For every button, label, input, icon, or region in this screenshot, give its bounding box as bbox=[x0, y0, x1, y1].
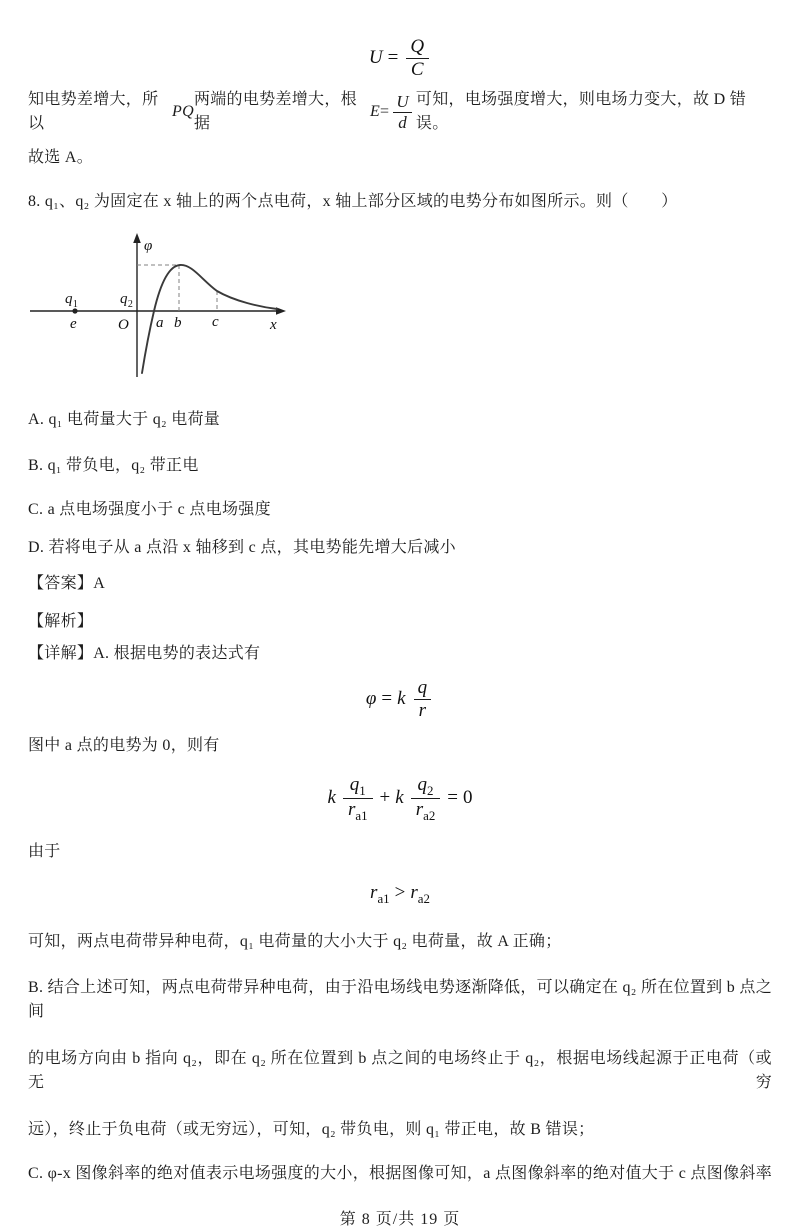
option-a: A. q₁ 电荷量大于 q₂ 电荷量 bbox=[28, 411, 221, 428]
formula-potential-sum bbox=[28, 766, 772, 830]
text-segment: 可知，电场强度增大，则电场力变大，故 D 错误。 bbox=[415, 91, 747, 132]
charge-q1-label: $q_1$ bbox=[65, 291, 79, 310]
formula-potential bbox=[28, 674, 772, 724]
var-q: q bbox=[417, 676, 428, 698]
point-e-label: e bbox=[70, 316, 77, 332]
question-8-stem: 8. q₁、q₂ 为固定在 x 轴上的两个点电荷，x 轴上部分区域的电势分布如图所示。则（ ） bbox=[28, 193, 678, 210]
y-axis-arrow bbox=[133, 233, 141, 243]
formula-capacitor-voltage bbox=[28, 32, 772, 84]
greater-than-sign: > bbox=[394, 882, 406, 903]
var-ra2: $r_{a2}$ bbox=[410, 881, 430, 906]
origin-label: O bbox=[118, 317, 130, 333]
text-segment: 知电势差增大，所以 bbox=[28, 91, 159, 132]
var-C: C bbox=[410, 58, 424, 80]
page-footer: 第 8 页/共 19 页 bbox=[339, 1211, 461, 1228]
fraction-q-over-r bbox=[413, 677, 433, 722]
fraction-q1-over-ra1: $\frac{q_1}{r_{a1}}$ bbox=[343, 774, 373, 822]
x-axis-label: x bbox=[270, 317, 277, 333]
fraction-q2-over-ra2: $\frac{q_2}{r_{a2}}$ bbox=[411, 774, 441, 822]
paragraph-because: 由于 bbox=[28, 843, 61, 860]
value-zero: 0 bbox=[463, 787, 473, 808]
var-d: d bbox=[398, 112, 408, 132]
analysis-label-line: 【解析】 bbox=[28, 613, 94, 630]
paragraph-option-d-analysis bbox=[28, 86, 772, 138]
point-a-label: a bbox=[156, 315, 164, 331]
fraction-q-over-c bbox=[405, 36, 429, 81]
equals-sign: = bbox=[387, 47, 399, 68]
paragraph-b-line3: 远），终止于负电荷（或无穷远），可知，q₂ 带负电，则 q₁ 带正电，故 B 错误； bbox=[28, 1121, 595, 1138]
paragraph-b-line2: 的电场方向由 b 指向 q₂，即在 q₂ 所在位置到 b 点之间的电场终止于 q₂，根据电场线起源于正电荷（或无穷 bbox=[28, 1050, 772, 1091]
text-segment: 两端的电势差增大，根据 bbox=[193, 91, 357, 132]
charge-q2-label: $q_2$ bbox=[120, 291, 134, 310]
plus-sign: + bbox=[379, 787, 391, 808]
paragraph-b-line1: B. 结合上述可知，两点电荷带异种电荷，由于沿电场线电势逐渐降低，可以确定在 q₂ 所在位置到 b 点之间 bbox=[28, 979, 772, 1020]
var-U: U bbox=[368, 47, 383, 68]
var-Q: Q bbox=[410, 35, 425, 57]
paragraph-a-zero-potential: 图中 a 点的电势为 0，则有 bbox=[28, 737, 220, 754]
document-page bbox=[0, 32, 800, 1228]
var-ra1: $r_{a1}$ bbox=[370, 881, 390, 906]
var-phi: φ bbox=[365, 688, 377, 709]
conclusion-line: 故选 A。 bbox=[28, 149, 94, 166]
var-E: E bbox=[369, 103, 381, 120]
answer-value: A bbox=[93, 575, 106, 592]
equals-sign: = bbox=[447, 787, 458, 808]
var-U: U bbox=[396, 91, 409, 111]
equals-sign: = bbox=[380, 103, 390, 120]
answer-line bbox=[28, 572, 772, 596]
formula-distance-comparison bbox=[28, 880, 772, 906]
paragraph-conclusion-a: 可知，两点电荷带异种电荷，q₁ 电荷量的大小大于 q₂ 电荷量，故 A 正确； bbox=[28, 933, 562, 950]
paragraph-c-line1: C. φ-x 图像斜率的绝对值表示电场强度的大小，根据图像可知，a 点图像斜率的绝对值大于 c 点图像斜率 bbox=[28, 1165, 772, 1182]
equals-sign: = bbox=[381, 688, 393, 709]
option-d: D. 若将电子从 a 点沿 x 轴移到 c 点，其电势能先增大后减小 bbox=[28, 539, 456, 556]
y-axis-label: φ bbox=[144, 238, 153, 254]
point-b-label: b bbox=[174, 315, 182, 331]
var-r: r bbox=[418, 699, 427, 721]
fraction-u-over-d bbox=[391, 92, 414, 132]
var-k: k bbox=[397, 688, 406, 709]
var-PQ: PQ bbox=[172, 103, 194, 120]
var-k: k bbox=[395, 787, 404, 808]
detail-intro-line: 【详解】A. 根据电势的表达式有 bbox=[28, 645, 261, 662]
var-k: k bbox=[327, 787, 336, 808]
potential-distribution-figure bbox=[20, 230, 340, 398]
option-b: B. q₁ 带负电，q₂ 带正电 bbox=[28, 457, 199, 474]
option-c: C. a 点电场强度小于 c 点电场强度 bbox=[28, 501, 271, 518]
point-c-label: c bbox=[212, 314, 219, 330]
answer-label: 【答案】 bbox=[28, 575, 94, 592]
